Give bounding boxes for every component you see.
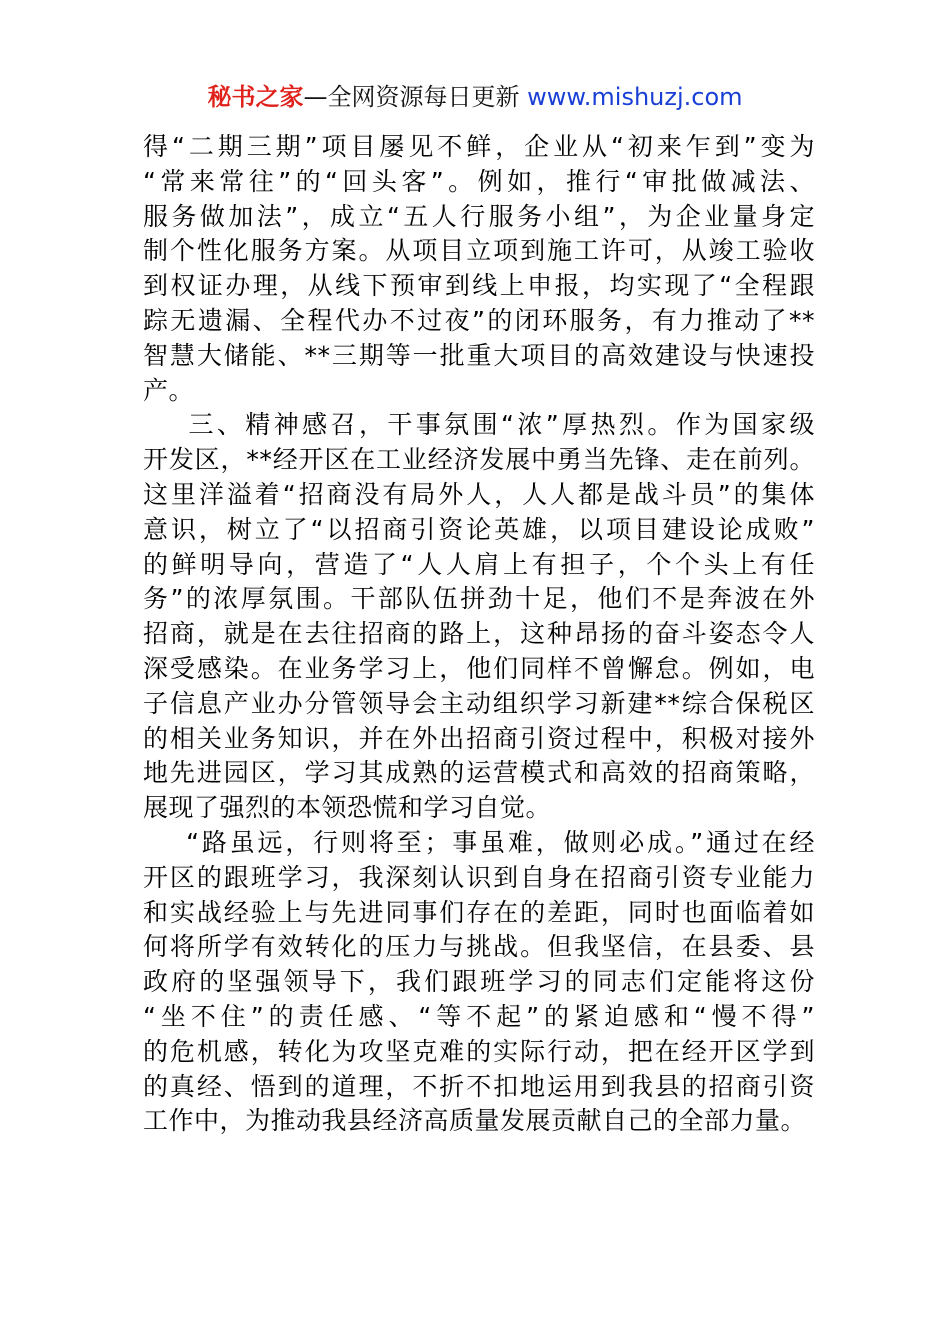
section-heading-line: 三、精神感召，干事氛围“浓”厚热烈。作为国家级: [143, 410, 815, 440]
paragraph-start-line: “路虽远，行则将至；事虽难，做则必成。”通过在经: [143, 827, 815, 857]
body-line: “坐不住”的责任感、“等不起”的紧迫感和“慢不得”: [143, 1001, 815, 1031]
site-url-link[interactable]: www.mishuzj.com: [527, 83, 743, 111]
body-line: 开区的跟班学习，我深刻认识到自身在招商引资专业能力: [143, 862, 815, 892]
body-line: 招商，就是在去往招商的路上，这种昂扬的奋斗姿态令人: [143, 619, 815, 649]
body-line: 子信息产业办分管领导会主动组织学习新建**综合保税区: [143, 688, 815, 718]
body-line: 政府的坚强领导下，我们跟班学习的同志们定能将这份: [143, 967, 815, 997]
body-line: 的真经、悟到的道理，不折不扣地运用到我县的招商引资: [143, 1071, 815, 1101]
body-line: 地先进园区，学习其成熟的运营模式和高效的招商策略，: [143, 758, 815, 788]
body-line: 踪无遗漏、全程代办不过夜”的闭环服务，有力推动了**: [143, 305, 815, 335]
body-line: 展现了强烈的本领恐慌和学习自觉。: [143, 793, 552, 823]
site-tagline: —全网资源每日更新: [303, 83, 528, 111]
body-line: 开发区，**经开区在工业经济发展中勇当先锋、走在前列。: [143, 445, 815, 475]
body-line: 产。: [143, 375, 195, 405]
body-line: 深受感染。在业务学习上，他们同样不曾懈怠。例如，电: [143, 653, 815, 683]
body-line: “常来常往”的“回头客”。例如，推行“审批做减法、: [143, 166, 815, 196]
body-line: 的鲜明导向，营造了“人人肩上有担子，个个头上有任: [143, 549, 815, 579]
body-line: 务”的浓厚氛围。干部队伍拼劲十足，他们不是奔波在外: [143, 584, 815, 614]
body-line: 服务做加法”，成立“五人行服务小组”，为企业量身定: [143, 201, 815, 231]
page-header: [0, 80, 950, 114]
body-line: 智慧大储能、**三期等一批重大项目的高效建设与快速投: [143, 340, 815, 370]
body-line: 何将所学有效转化的压力与挑战。但我坚信，在县委、县: [143, 932, 815, 962]
document-body: [143, 130, 815, 1139]
body-line: 和实战经验上与先进同事们存在的差距，同时也面临着如: [143, 897, 815, 927]
body-line: 得“二期三期”项目屡见不鲜，企业从“初来乍到”变为: [143, 132, 815, 161]
body-line: 这里洋溢着“招商没有局外人，人人都是战斗员”的集体: [143, 479, 815, 509]
site-brand: 秘书之家: [207, 83, 304, 111]
body-line: 制个性化服务方案。从项目立项到施工许可，从竣工验收: [143, 236, 815, 266]
body-line: 到权证办理，从线下预审到线上申报，均实现了“全程跟: [143, 271, 815, 301]
body-line: 的危机感，转化为攻坚克难的实际行动，把在经开区学到: [143, 1036, 815, 1066]
body-line: 的相关业务知识，并在外出招商引资过程中，积极对接外: [143, 723, 815, 753]
body-line: 意识，树立了“以招商引资论英雄，以项目建设论成败”: [143, 514, 815, 544]
body-line: 工作中，为推动我县经济高质量发展贡献自己的全部力量。: [143, 1106, 807, 1136]
